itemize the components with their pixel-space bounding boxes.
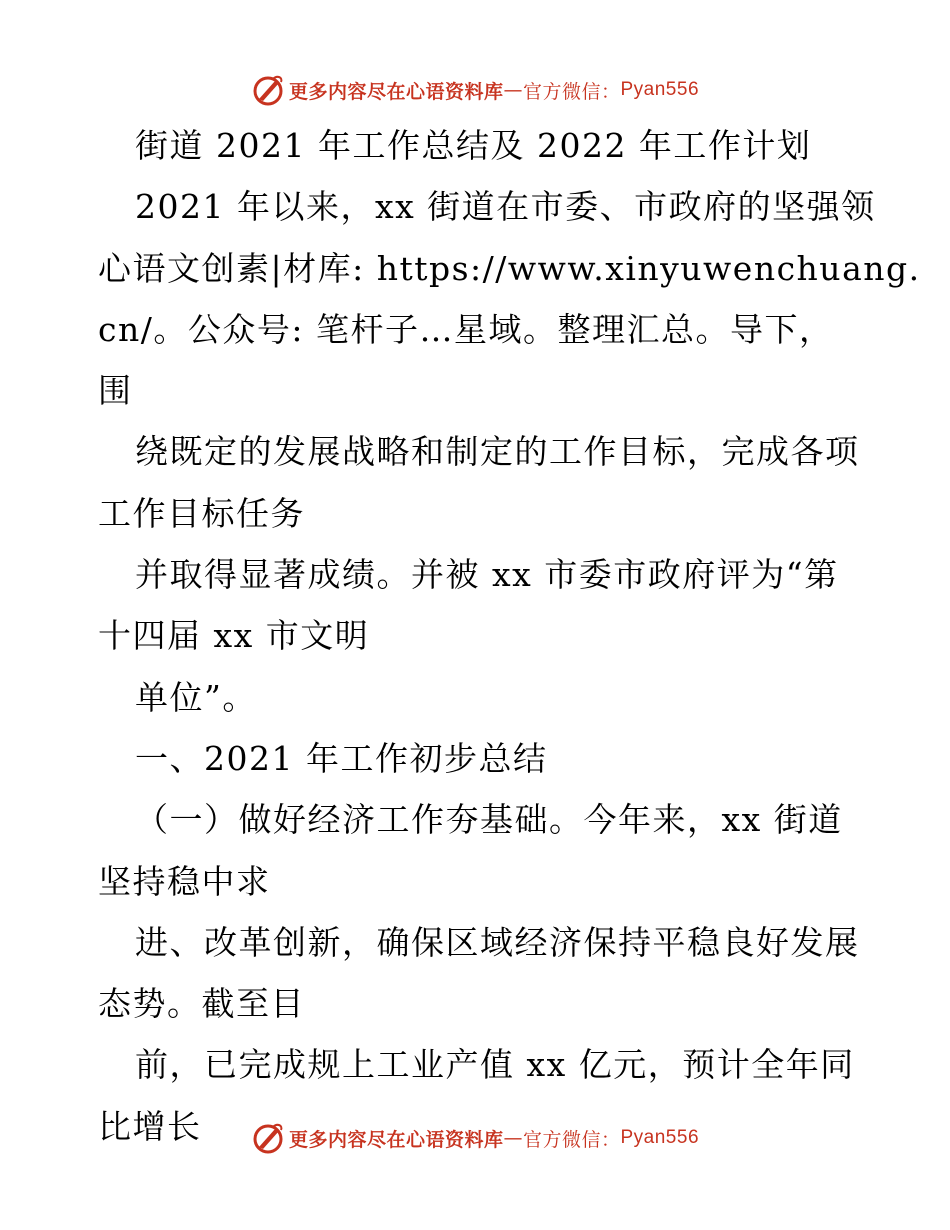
banner-wechat-label: 官方微信： (522, 1128, 621, 1151)
banner-wechat-id: Pyan556 (620, 1127, 700, 1148)
subsection-heading: （一）做好经济工作夯基础。今年来，xx 街道 (135, 800, 843, 840)
banner-wechat-label: 官方微信： (522, 80, 621, 103)
section-heading: 一、2021 年工作初步总结 (135, 738, 548, 778)
paragraph-line: 进、改革创新，确保区域经济保持平稳良好发展 (135, 922, 860, 962)
paragraph-line: 态势。截至目 (98, 984, 305, 1024)
quill-seal-icon (251, 73, 285, 107)
banner-main-text: 更多内容尽在心语资料库 (288, 80, 504, 103)
banner-dash: — (503, 1127, 523, 1149)
paragraph-line: 单位”。 (135, 677, 257, 717)
header-banner (0, 70, 950, 110)
paragraph-line: 并取得显著成绩。并被 xx 市委市政府评为“第 (135, 555, 839, 595)
paragraph-line: 心语文创素|材库: https://www.xinyuwenchuang. (98, 248, 921, 288)
footer-banner (0, 1118, 950, 1158)
document-body (98, 115, 921, 1157)
document-title: 街道 2021 年工作总结及 2022 年工作计划 (135, 126, 812, 165)
paragraph-line: 工作目标任务 (98, 493, 305, 533)
paragraph-line: cn/。公众号: 笔杆子…星域。整理汇总。导下， (98, 309, 834, 349)
banner-main-text: 更多内容尽在心语资料库 (288, 1128, 504, 1151)
paragraph-line: 2021 年以来，xx 街道在市委、市政府的坚强领 (135, 187, 876, 227)
paragraph-line: 十四届 xx 市文明 (98, 616, 370, 656)
paragraph-line: 绕既定的发展战略和制定的工作目标，完成各项 (135, 432, 860, 472)
paragraph-line: 坚持稳中求 (98, 861, 271, 901)
banner-dash: — (503, 79, 523, 101)
paragraph-line: 前，已完成规上工业产值 xx 亿元，预计全年同 (135, 1045, 855, 1085)
paragraph-line: 比增长 (98, 1106, 202, 1146)
quill-seal-icon (251, 1121, 285, 1155)
banner-wechat-id: Pyan556 (620, 79, 700, 100)
paragraph-line: 围 (98, 371, 133, 411)
